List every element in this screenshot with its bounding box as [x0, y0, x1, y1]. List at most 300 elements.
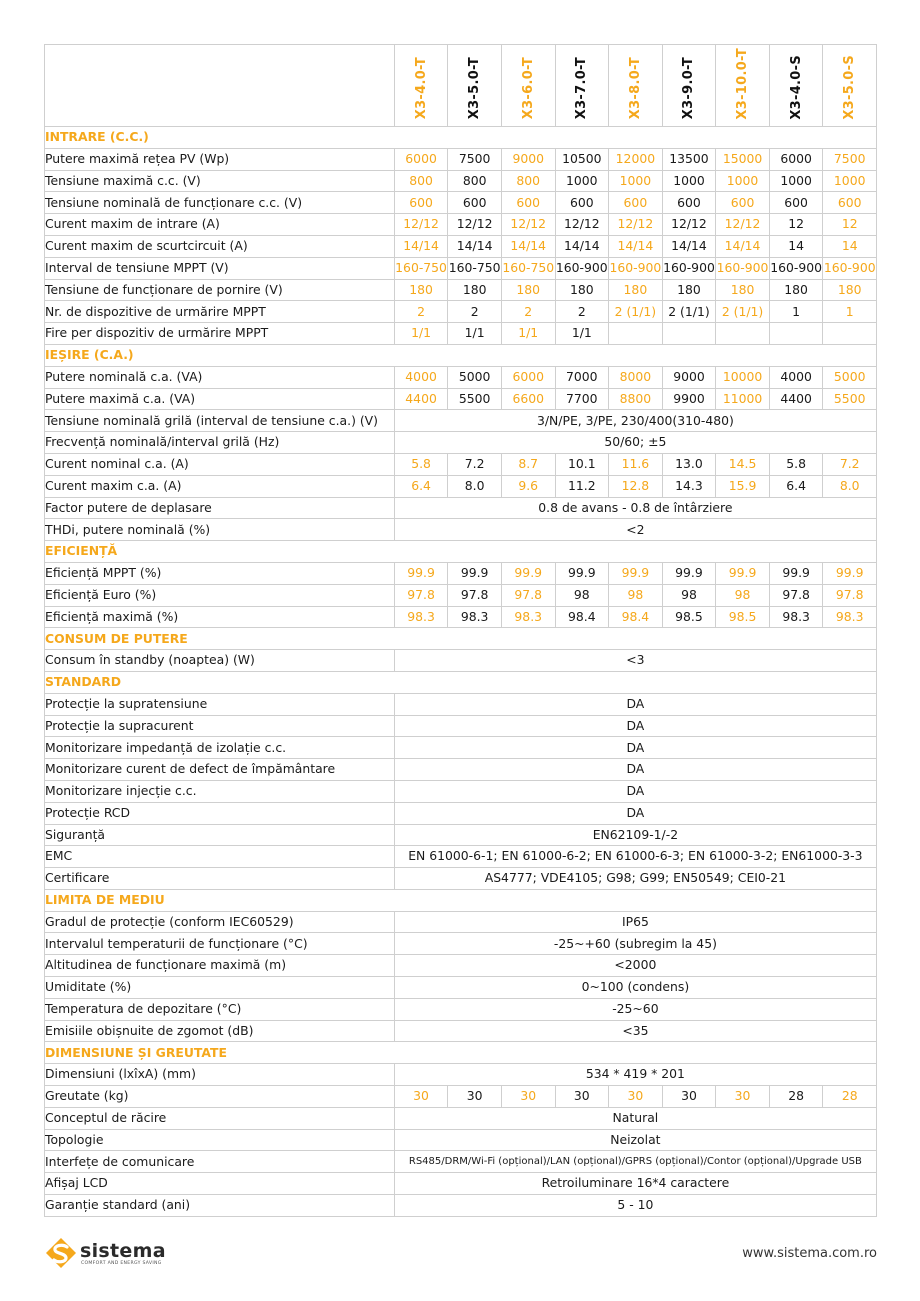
spec-value-cell: 160-750: [448, 257, 502, 279]
spec-row: [45, 192, 877, 214]
page-footer: [44, 1236, 877, 1272]
spec-row: [45, 955, 877, 977]
spec-value-cell: 7.2: [448, 453, 502, 475]
spec-label: Emisiile obișnuite de zgomot (dB): [45, 1020, 395, 1042]
section-title: INTRARE (C.C.): [45, 127, 877, 149]
spec-value-cell: 4000: [769, 366, 823, 388]
spec-row: [45, 1107, 877, 1129]
spec-row: [45, 1086, 877, 1108]
spec-value-all-models: 5 - 10: [394, 1195, 876, 1217]
spec-value-cell: 180: [448, 279, 502, 301]
spec-label: Curent nominal c.a. (A): [45, 453, 395, 475]
spec-row: [45, 1195, 877, 1217]
spec-row: [45, 1173, 877, 1195]
header-corner-cell: [45, 45, 395, 127]
spec-row: [45, 693, 877, 715]
section-title: CONSUM DE PUTERE: [45, 628, 877, 650]
model-name: X3-7.0-T: [574, 57, 590, 120]
spec-label: Topologie: [45, 1129, 395, 1151]
brand-logo: [44, 1236, 184, 1272]
spec-row: [45, 933, 877, 955]
spec-value-cell: [609, 323, 663, 345]
spec-value-cell: 180: [823, 279, 877, 301]
section-title: STANDARD: [45, 671, 877, 693]
spec-label: Eficiență MPPT (%): [45, 562, 395, 584]
spec-value-cell: 9000: [662, 366, 716, 388]
spec-label: Factor putere de deplasare: [45, 497, 395, 519]
spec-value-all-models: <3: [394, 650, 876, 672]
spec-value-cell: 160-900: [555, 257, 609, 279]
spec-value-cell: 4400: [769, 388, 823, 410]
spec-value-cell: 12: [823, 214, 877, 236]
spec-value-cell: 98.3: [448, 606, 502, 628]
spec-value-all-models: DA: [394, 737, 876, 759]
spec-row: [45, 868, 877, 890]
spec-row: [45, 432, 877, 454]
spec-value-cell: 2: [555, 301, 609, 323]
model-header-cell: [555, 45, 609, 127]
spec-value-cell: 600: [662, 192, 716, 214]
brand-tagline: COMFORT AND ENERGY SAVING: [81, 1261, 162, 1266]
spec-value-cell: 30: [716, 1086, 770, 1108]
spec-value-all-models: DA: [394, 693, 876, 715]
spec-label: Afișaj LCD: [45, 1173, 395, 1195]
spec-value-cell: 12/12: [716, 214, 770, 236]
model-name: X3-4.0-S: [788, 54, 804, 120]
spec-row: [45, 257, 877, 279]
spec-value-cell: 98.3: [501, 606, 555, 628]
spec-value-all-models: RS485/DRM/Wi-Fi (opțional)/LAN (opțional)/GPRS (opțional)/Contor (opțional)/Upgrade USB: [394, 1151, 876, 1173]
spec-value-cell: 98.5: [662, 606, 716, 628]
spec-value-cell: 99.9: [716, 562, 770, 584]
spec-value-cell: 800: [394, 170, 448, 192]
spec-value-cell: 6000: [394, 148, 448, 170]
spec-label: Putere nominală c.a. (VA): [45, 366, 395, 388]
spec-value-cell: 180: [501, 279, 555, 301]
section-header-row: [45, 541, 877, 563]
spec-row: [45, 998, 877, 1020]
model-name: X3-8.0-T: [627, 57, 643, 120]
spec-value-cell: 97.8: [501, 584, 555, 606]
spec-value-cell: 160-900: [716, 257, 770, 279]
spec-value-cell: 160-750: [501, 257, 555, 279]
spec-row: [45, 214, 877, 236]
spec-value-cell: 160-900: [823, 257, 877, 279]
spec-value-cell: 14/14: [394, 235, 448, 257]
spec-row: [45, 780, 877, 802]
model-header-cell: [823, 45, 877, 127]
spec-value-cell: 99.9: [394, 562, 448, 584]
spec-value-cell: 30: [501, 1086, 555, 1108]
model-header-cell: [394, 45, 448, 127]
model-header-cell: [769, 45, 823, 127]
spec-value-cell: 1000: [716, 170, 770, 192]
spec-value-cell: 1000: [609, 170, 663, 192]
spec-label: EMC: [45, 846, 395, 868]
spec-value-cell: 180: [769, 279, 823, 301]
spec-value-cell: 97.8: [448, 584, 502, 606]
spec-row: [45, 453, 877, 475]
spec-value-all-models: 50/60; ±5: [394, 432, 876, 454]
spec-row: [45, 1064, 877, 1086]
spec-label: Temperatura de depozitare (°C): [45, 998, 395, 1020]
model-name: X3-6.0-T: [520, 57, 536, 120]
spec-value-cell: 99.9: [501, 562, 555, 584]
spec-value-cell: 14: [823, 235, 877, 257]
spec-value-cell: 12.8: [609, 475, 663, 497]
spec-value-cell: 5500: [823, 388, 877, 410]
spec-value-cell: 14/14: [662, 235, 716, 257]
spec-label: Monitorizare injecție c.c.: [45, 780, 395, 802]
spec-value-all-models: <2000: [394, 955, 876, 977]
spec-value-cell: 14/14: [501, 235, 555, 257]
spec-value-cell: 4000: [394, 366, 448, 388]
spec-label: Intervalul temperaturii de funcționare (°C): [45, 933, 395, 955]
spec-label: Fire per dispozitiv de urmărire MPPT: [45, 323, 395, 345]
spec-value-cell: 30: [448, 1086, 502, 1108]
spec-value-cell: 1/1: [501, 323, 555, 345]
spec-value-cell: 5.8: [769, 453, 823, 475]
spec-value-cell: 8800: [609, 388, 663, 410]
section-header-row: [45, 127, 877, 149]
spec-value-cell: 99.9: [662, 562, 716, 584]
spec-label: Monitorizare curent de defect de împământare: [45, 759, 395, 781]
spec-label: Tensiune nominală grilă (interval de tensiune c.a.) (V): [45, 410, 395, 432]
spec-row: [45, 519, 877, 541]
section-header-row: [45, 628, 877, 650]
spec-value-all-models: -25~60: [394, 998, 876, 1020]
spec-value-cell: 7700: [555, 388, 609, 410]
spec-row: [45, 737, 877, 759]
spec-value-cell: 7500: [823, 148, 877, 170]
spec-value-cell: 1/1: [555, 323, 609, 345]
spec-row: [45, 759, 877, 781]
spec-value-cell: 800: [501, 170, 555, 192]
spec-value-cell: 12000: [609, 148, 663, 170]
spec-row: [45, 301, 877, 323]
website-link[interactable]: www.sistema.com.ro: [742, 1246, 877, 1261]
spec-value-cell: 28: [769, 1086, 823, 1108]
spec-value-cell: 12/12: [662, 214, 716, 236]
spec-value-cell: 180: [609, 279, 663, 301]
spec-value-all-models: DA: [394, 715, 876, 737]
section-title: LIMITA DE MEDIU: [45, 889, 877, 911]
spec-row: [45, 279, 877, 301]
spec-row: [45, 606, 877, 628]
spec-value-all-models: <2: [394, 519, 876, 541]
specification-table: [44, 44, 877, 1217]
spec-value-cell: 14/14: [555, 235, 609, 257]
spec-value-all-models: 0.8 de avans - 0.8 de întârziere: [394, 497, 876, 519]
spec-value-all-models: Natural: [394, 1107, 876, 1129]
spec-value-cell: 5000: [448, 366, 502, 388]
section-title: EFICIENȚĂ: [45, 541, 877, 563]
model-header-cell: [716, 45, 770, 127]
spec-row: [45, 977, 877, 999]
spec-label: Conceptul de răcire: [45, 1107, 395, 1129]
section-title: IEȘIRE (C.A.): [45, 344, 877, 366]
spec-label: Altitudinea de funcționare maximă (m): [45, 955, 395, 977]
spec-value-cell: 14: [769, 235, 823, 257]
spec-label: Eficiență maximă (%): [45, 606, 395, 628]
spec-value-cell: [716, 323, 770, 345]
spec-value-cell: 30: [609, 1086, 663, 1108]
spec-value-cell: 12/12: [501, 214, 555, 236]
spec-value-cell: 11.6: [609, 453, 663, 475]
spec-label: Tensiune nominală de funcționare c.c. (V): [45, 192, 395, 214]
spec-value-cell: 14/14: [609, 235, 663, 257]
spec-value-cell: 98.3: [394, 606, 448, 628]
spec-value-cell: 600: [448, 192, 502, 214]
spec-row: [45, 1129, 877, 1151]
spec-value-cell: 14/14: [448, 235, 502, 257]
spec-label: Gradul de protecție (conform IEC60529): [45, 911, 395, 933]
spec-value-cell: 12/12: [448, 214, 502, 236]
spec-row: [45, 170, 877, 192]
spec-value-cell: 6.4: [769, 475, 823, 497]
spec-label: Putere maximă rețea PV (Wp): [45, 148, 395, 170]
spec-value-cell: 1000: [662, 170, 716, 192]
spec-label: Putere maximă c.a. (VA): [45, 388, 395, 410]
spec-row: [45, 715, 877, 737]
spec-value-cell: 8000: [609, 366, 663, 388]
spec-value-cell: 1000: [555, 170, 609, 192]
spec-label: Protecție la supracurent: [45, 715, 395, 737]
spec-value-cell: 12: [769, 214, 823, 236]
spec-value-cell: 98.4: [609, 606, 663, 628]
spec-value-cell: 160-750: [394, 257, 448, 279]
spec-value-cell: 1/1: [448, 323, 502, 345]
spec-row: [45, 388, 877, 410]
spec-value-cell: 1: [769, 301, 823, 323]
spec-value-cell: 1000: [769, 170, 823, 192]
spec-value-cell: 98.5: [716, 606, 770, 628]
spec-value-cell: 1: [823, 301, 877, 323]
model-header-cell: [662, 45, 716, 127]
spec-value-all-models: EN 61000-6-1; EN 61000-6-2; EN 61000-6-3; EN 61000-3-2; EN61000-3-3: [394, 846, 876, 868]
spec-label: Umiditate (%): [45, 977, 395, 999]
spec-value-cell: 600: [501, 192, 555, 214]
spec-value-cell: 98.3: [823, 606, 877, 628]
spec-row: [45, 584, 877, 606]
spec-value-cell: 13.0: [662, 453, 716, 475]
spec-value-all-models: DA: [394, 759, 876, 781]
model-name: X3-5.0-T: [467, 57, 483, 120]
spec-value-cell: 600: [716, 192, 770, 214]
spec-row: [45, 824, 877, 846]
spec-value-cell: 14.3: [662, 475, 716, 497]
spec-value-all-models: 3/N/PE, 3/PE, 230/400(310-480): [394, 410, 876, 432]
spec-value-cell: 8.7: [501, 453, 555, 475]
spec-value-cell: 14/14: [716, 235, 770, 257]
spec-value-cell: 180: [394, 279, 448, 301]
spec-label: Garanție standard (ani): [45, 1195, 395, 1217]
brand-name: sistema: [80, 1240, 166, 1262]
spec-label: Frecvență nominală/interval grilă (Hz): [45, 432, 395, 454]
spec-value-cell: 98: [716, 584, 770, 606]
spec-label: Nr. de dispozitive de urmărire MPPT: [45, 301, 395, 323]
spec-value-all-models: DA: [394, 780, 876, 802]
spec-label: Siguranță: [45, 824, 395, 846]
spec-value-cell: 8.0: [448, 475, 502, 497]
spec-label: Protecție RCD: [45, 802, 395, 824]
spec-value-cell: 1/1: [394, 323, 448, 345]
spec-row: [45, 366, 877, 388]
spec-row: [45, 497, 877, 519]
spec-value-cell: 12/12: [609, 214, 663, 236]
spec-value-cell: 9000: [501, 148, 555, 170]
spec-value-cell: 1000: [823, 170, 877, 192]
spec-value-cell: 5500: [448, 388, 502, 410]
spec-value-cell: 98: [555, 584, 609, 606]
model-header-cell: [448, 45, 502, 127]
spec-value-cell: 5.8: [394, 453, 448, 475]
spec-value-all-models: 0~100 (condens): [394, 977, 876, 999]
spec-row: [45, 802, 877, 824]
spec-value-cell: 5000: [823, 366, 877, 388]
spec-label: Dimensiuni (lxîxA) (mm): [45, 1064, 395, 1086]
spec-value-cell: 99.9: [609, 562, 663, 584]
spec-value-all-models: Neizolat: [394, 1129, 876, 1151]
spec-row: [45, 323, 877, 345]
spec-row: [45, 650, 877, 672]
section-header-row: [45, 1042, 877, 1064]
spec-value-cell: 160-900: [609, 257, 663, 279]
spec-value-cell: 98: [662, 584, 716, 606]
model-header-cell: [501, 45, 555, 127]
spec-value-cell: 15.9: [716, 475, 770, 497]
spec-value-cell: 7500: [448, 148, 502, 170]
spec-label: Consum în standby (noaptea) (W): [45, 650, 395, 672]
spec-row: [45, 846, 877, 868]
spec-value-cell: 12/12: [555, 214, 609, 236]
section-header-row: [45, 889, 877, 911]
spec-label: Certificare: [45, 868, 395, 890]
model-name: X3-5.0-S: [842, 54, 858, 120]
spec-value-cell: 12/12: [394, 214, 448, 236]
spec-value-cell: 11.2: [555, 475, 609, 497]
model-name: X3-4.0-T: [413, 57, 429, 120]
section-header-row: [45, 344, 877, 366]
spec-value-cell: 6.4: [394, 475, 448, 497]
spec-value-cell: 30: [662, 1086, 716, 1108]
spec-value-all-models: IP65: [394, 911, 876, 933]
spec-value-cell: 98.4: [555, 606, 609, 628]
spec-label: Curent maxim de scurtcircuit (A): [45, 235, 395, 257]
model-header-row: [45, 45, 877, 127]
spec-value-cell: 30: [394, 1086, 448, 1108]
spec-value-cell: 160-900: [662, 257, 716, 279]
spec-value-cell: 6000: [501, 366, 555, 388]
spec-value-cell: 6600: [501, 388, 555, 410]
spec-value-cell: 600: [823, 192, 877, 214]
spec-value-cell: 600: [769, 192, 823, 214]
spec-label: Eficiență Euro (%): [45, 584, 395, 606]
spec-label: Tensiune maximă c.c. (V): [45, 170, 395, 192]
spec-value-cell: 9.6: [501, 475, 555, 497]
spec-value-cell: 10000: [716, 366, 770, 388]
spec-value-cell: 11000: [716, 388, 770, 410]
spec-label: Monitorizare impedanță de izolație c.c.: [45, 737, 395, 759]
spec-value-all-models: DA: [394, 802, 876, 824]
spec-value-all-models: Retroiluminare 16*4 caractere: [394, 1173, 876, 1195]
spec-label: Tensiune de funcționare de pornire (V): [45, 279, 395, 301]
spec-value-cell: 13500: [662, 148, 716, 170]
spec-value-cell: 180: [716, 279, 770, 301]
spec-value-cell: 180: [555, 279, 609, 301]
spec-value-cell: 99.9: [555, 562, 609, 584]
spec-value-all-models: AS4777; VDE4105; G98; G99; EN50549; CEI0-21: [394, 868, 876, 890]
spec-label: Interval de tensiune MPPT (V): [45, 257, 395, 279]
spec-value-cell: 97.8: [394, 584, 448, 606]
model-name: X3-10.0-T: [735, 48, 751, 120]
spec-row: [45, 475, 877, 497]
spec-value-all-models: <35: [394, 1020, 876, 1042]
spec-value-cell: 2: [501, 301, 555, 323]
spec-row: [45, 1151, 877, 1173]
spec-value-cell: 14.5: [716, 453, 770, 475]
spec-value-cell: 15000: [716, 148, 770, 170]
spec-value-cell: 6000: [769, 148, 823, 170]
spec-row: [45, 148, 877, 170]
spec-value-cell: [769, 323, 823, 345]
spec-value-all-models: 534 * 419 * 201: [394, 1064, 876, 1086]
spec-value-cell: 10.1: [555, 453, 609, 475]
section-title: DIMENSIUNE ȘI GREUTATE: [45, 1042, 877, 1064]
spec-value-cell: 99.9: [769, 562, 823, 584]
spec-value-cell: [823, 323, 877, 345]
spec-value-cell: 2 (1/1): [716, 301, 770, 323]
spec-value-cell: 10500: [555, 148, 609, 170]
spec-row: [45, 410, 877, 432]
spec-value-cell: 600: [609, 192, 663, 214]
spec-value-cell: 99.9: [448, 562, 502, 584]
spec-value-cell: 800: [448, 170, 502, 192]
spec-value-cell: 2 (1/1): [609, 301, 663, 323]
spec-value-cell: 7.2: [823, 453, 877, 475]
spec-label: Curent maxim c.a. (A): [45, 475, 395, 497]
spec-value-cell: 98: [609, 584, 663, 606]
spec-value-cell: 30: [555, 1086, 609, 1108]
spec-sheet: [44, 44, 877, 1217]
spec-row: [45, 235, 877, 257]
spec-label: Curent maxim de intrare (A): [45, 214, 395, 236]
spec-value-all-models: EN62109-1/-2: [394, 824, 876, 846]
spec-value-cell: 98.3: [769, 606, 823, 628]
spec-value-cell: 7000: [555, 366, 609, 388]
spec-label: Protecție la supratensiune: [45, 693, 395, 715]
spec-value-cell: 97.8: [769, 584, 823, 606]
spec-value-cell: 97.8: [823, 584, 877, 606]
spec-value-all-models: -25~+60 (subregim la 45): [394, 933, 876, 955]
spec-label: Interfețe de comunicare: [45, 1151, 395, 1173]
model-header-cell: [609, 45, 663, 127]
spec-value-cell: 160-900: [769, 257, 823, 279]
spec-value-cell: 2: [448, 301, 502, 323]
model-name: X3-9.0-T: [681, 57, 697, 120]
spec-row: [45, 562, 877, 584]
spec-value-cell: 9900: [662, 388, 716, 410]
spec-value-cell: 28: [823, 1086, 877, 1108]
spec-value-cell: 2: [394, 301, 448, 323]
spec-value-cell: 8.0: [823, 475, 877, 497]
spec-value-cell: 600: [555, 192, 609, 214]
spec-value-cell: 99.9: [823, 562, 877, 584]
spec-value-cell: 180: [662, 279, 716, 301]
spec-value-cell: [662, 323, 716, 345]
spec-row: [45, 1020, 877, 1042]
spec-label: Greutate (kg): [45, 1086, 395, 1108]
